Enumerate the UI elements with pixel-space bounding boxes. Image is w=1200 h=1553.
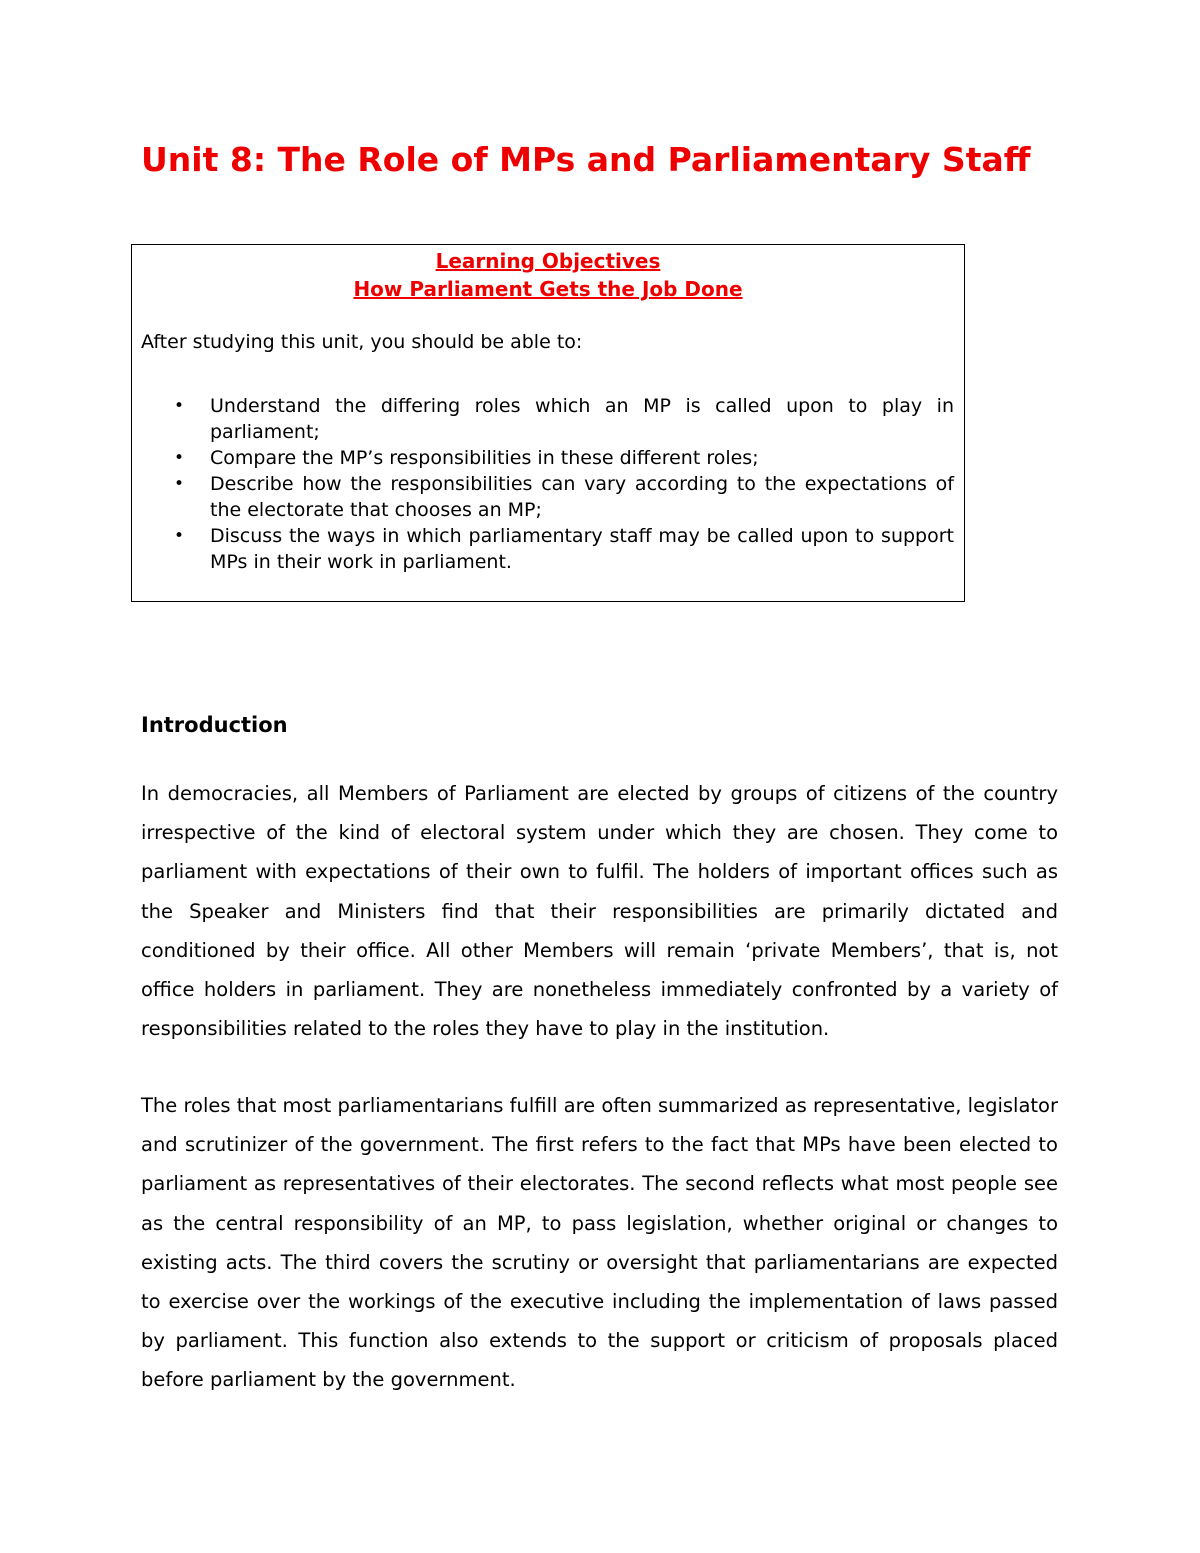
objectives-heading: Learning Objectives — [435, 249, 661, 273]
body-paragraph: The roles that most parliamentarians fulfill are often summarized as representative, legislator and scrutinizer of the government. The first refers to the fact that MPs have been elected to parliament as representatives of their electorates. The second reflects what most people see as the central responsibility of an MP, to pass legislation, whether original or changes to existing acts. The third covers the scrutiny or oversight that parliamentarians are expected to exercise over the workings of the executive including the implementation of laws passed by parliament. This function also extends to the support or criticism of proposals placed before parliament by the government. — [141, 1094, 1059, 1392]
bullet-icon: • — [174, 474, 185, 494]
objective-text: Discuss the ways in which parliamentary staff may be called upon to support MPs in their work in parliament. — [210, 525, 954, 573]
objective-item — [132, 471, 964, 523]
objective-text: Understand the differing roles which an MP is called upon to play in parliament; — [210, 395, 954, 443]
objective-item — [132, 445, 964, 471]
objectives-intro: After studying this unit, you should be able to: — [141, 331, 583, 353]
bullet-icon: • — [174, 526, 185, 546]
objective-text: Describe how the responsibilities can vary according to the expectations of the electorate that chooses an MP; — [210, 473, 954, 521]
bullet-icon: • — [174, 396, 185, 416]
bullet-icon: • — [174, 448, 185, 468]
body-paragraph: In democracies, all Members of Parliament are elected by groups of citizens of the country irrespective of the kind of electoral system under which they are chosen. They come to parliament with expectations of their own to fulfil. The holders of important offices such as the Speaker and Ministers find that their responsibilities are primarily dictated and conditioned by their office. All other Members will remain ‘private Members’, that is, not office holders in parliament. They are nonetheless immediately confronted by a variety of responsibilities related to the roles they have to play in the institution. — [141, 782, 1058, 1041]
learning-objectives-box — [131, 244, 965, 602]
objective-item — [132, 523, 964, 575]
page-title: Unit 8: The Role of MPs and Parliamentary Staff — [141, 140, 1031, 179]
objectives-subheading: How Parliament Gets the Job Done — [353, 277, 743, 301]
objective-item — [132, 393, 964, 445]
objectives-list — [132, 393, 964, 575]
introduction-heading: Introduction — [141, 713, 288, 737]
objective-text: Compare the MP’s responsibilities in these different roles; — [210, 447, 759, 469]
